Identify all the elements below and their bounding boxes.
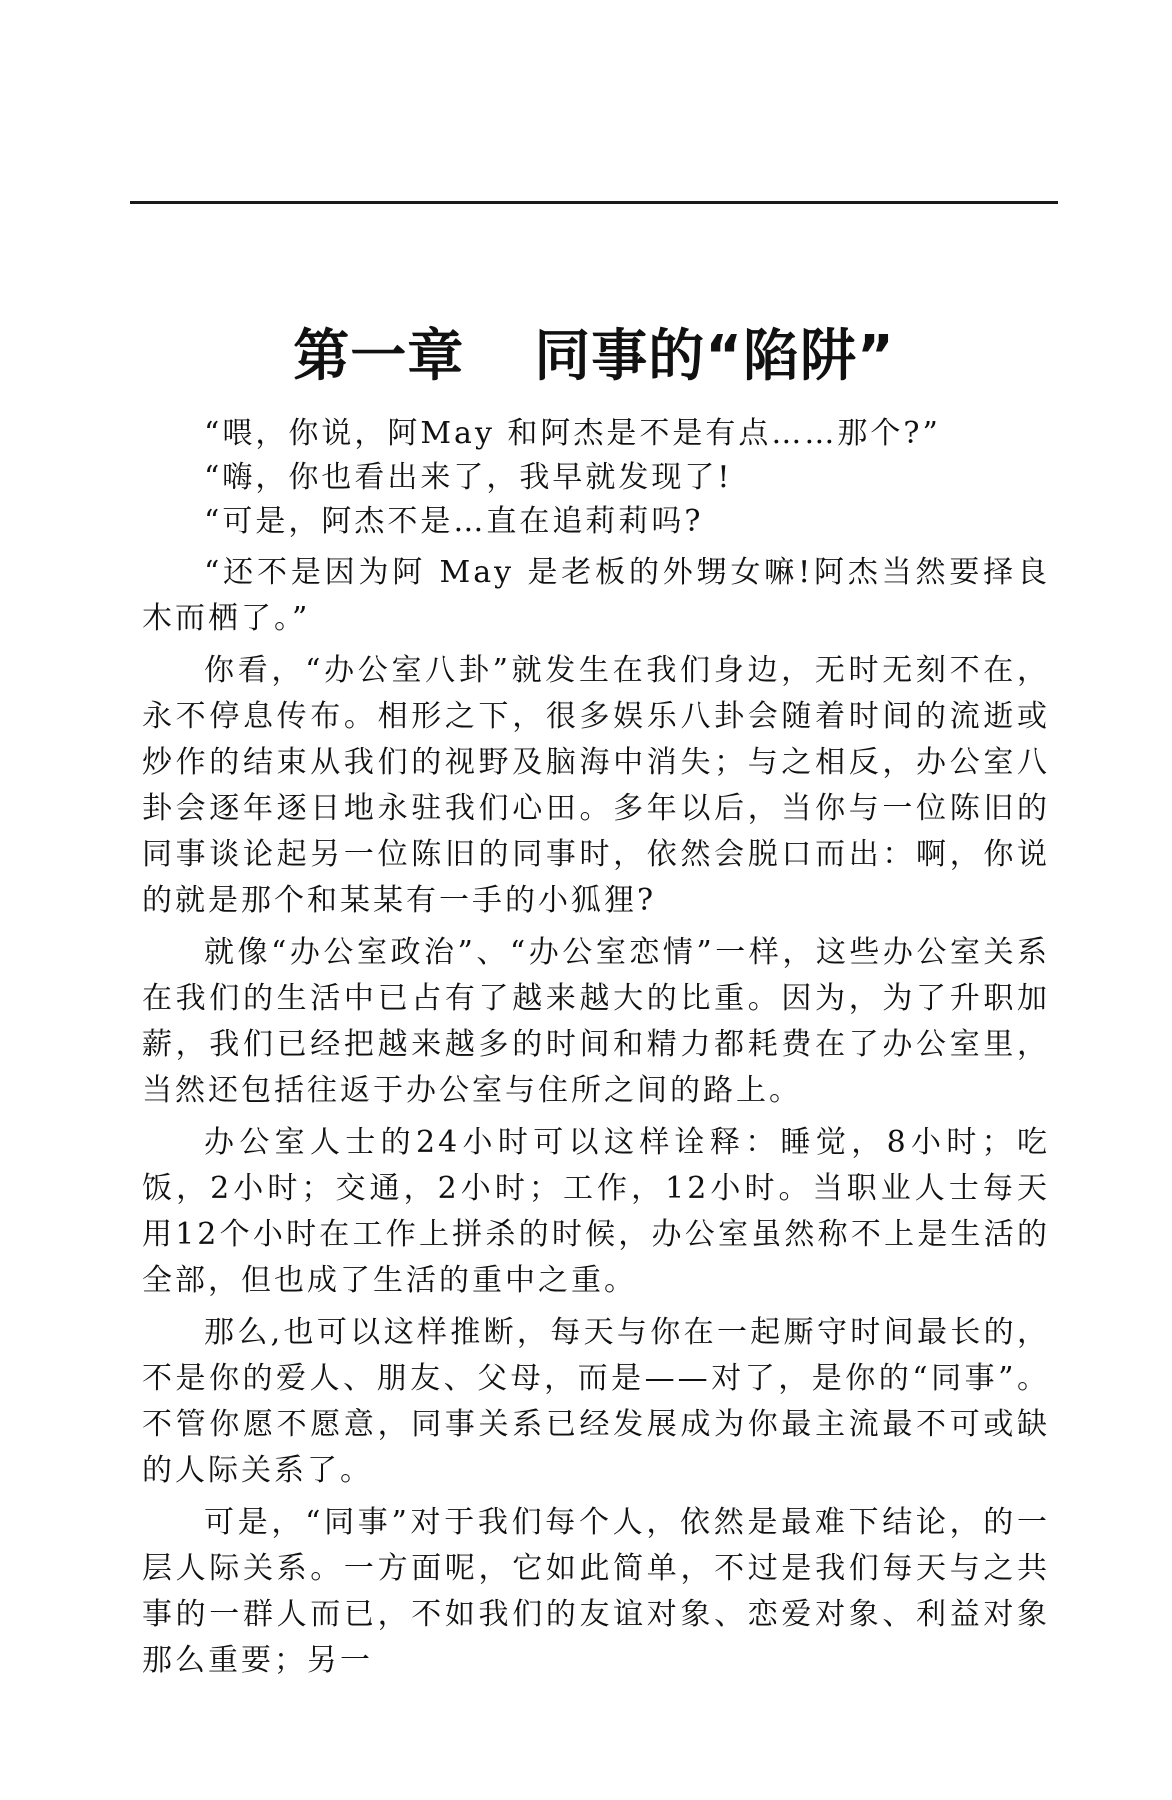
paragraph-office-relations: 就像“办公室政治”、“办公室恋情”一样，这些办公室关系在我们的生活中已占有了越来越大的比重。因为，为了升职加薪，我们已经把越来越多的时间和精力都耗费在了办公室里，当然还包括往返于办公室与住所之间的路上。 bbox=[142, 935, 1050, 1108]
chapter-body bbox=[142, 412, 1050, 1684]
paragraph-dialogue-3: “可是，阿杰不是…直在追莉莉吗? bbox=[204, 504, 704, 539]
paragraph-dialogue-4: “还不是因为阿 May 是老板的外甥女嘛!阿杰当然要择良木而栖了。” bbox=[142, 555, 1050, 636]
chapter-number: 第一章 bbox=[293, 323, 465, 389]
paragraph-colleague-relation: 可是，“同事”对于我们每个人，依然是最难下结论，的一层人际关系。一方面呢，它如此简单，不过是我们每天与之共事的一群人而已，不如我们的友谊对象、恋爱对象、利益对象那么重要；另一 bbox=[142, 1505, 1050, 1678]
paragraph-dialogue-2: “嗨，你也看出来了，我早就发现了! bbox=[204, 460, 733, 495]
chapter-name: 同事的“陷阱” bbox=[534, 323, 895, 389]
paragraph-24-hours: 办公室人士的24小时可以这样诠释：睡觉，8小时；吃饭，2小时；交通，2小时；工作，12小时。当职业人士每天用12个小时在工作上拼杀的时候，办公室虽然称不上是生活的全部，但也成了生活的重中之重。 bbox=[142, 1125, 1050, 1298]
paragraph-dialogue-1: “喂，你说，阿May 和阿杰是不是有点……那个?” bbox=[204, 416, 941, 451]
header-rule bbox=[130, 201, 1058, 204]
chapter-title bbox=[130, 322, 1058, 392]
paragraph-office-gossip: 你看，“办公室八卦”就发生在我们身边，无时无刻不在，永不停息传布。相形之下，很多娱乐八卦会随着时间的流逝或炒作的结束从我们的视野及脑海中消失；与之相反，办公室八卦会逐年逐日地永驻我们心田。多年以后，当你与一位陈旧的同事谈论起另一位陈旧的同事时，依然会脱口而出：啊，你说的就是那个和某某有一手的小狐狸? bbox=[142, 653, 1050, 918]
paragraph-colleague-time: 那么,也可以这样推断，每天与你在一起厮守时间最长的，不是你的爱人、朋友、父母，而是——对了，是你的“同事”。不管你愿不愿意，同事关系已经发展成为你最主流最不可或缺的人际关系了。 bbox=[142, 1315, 1050, 1488]
